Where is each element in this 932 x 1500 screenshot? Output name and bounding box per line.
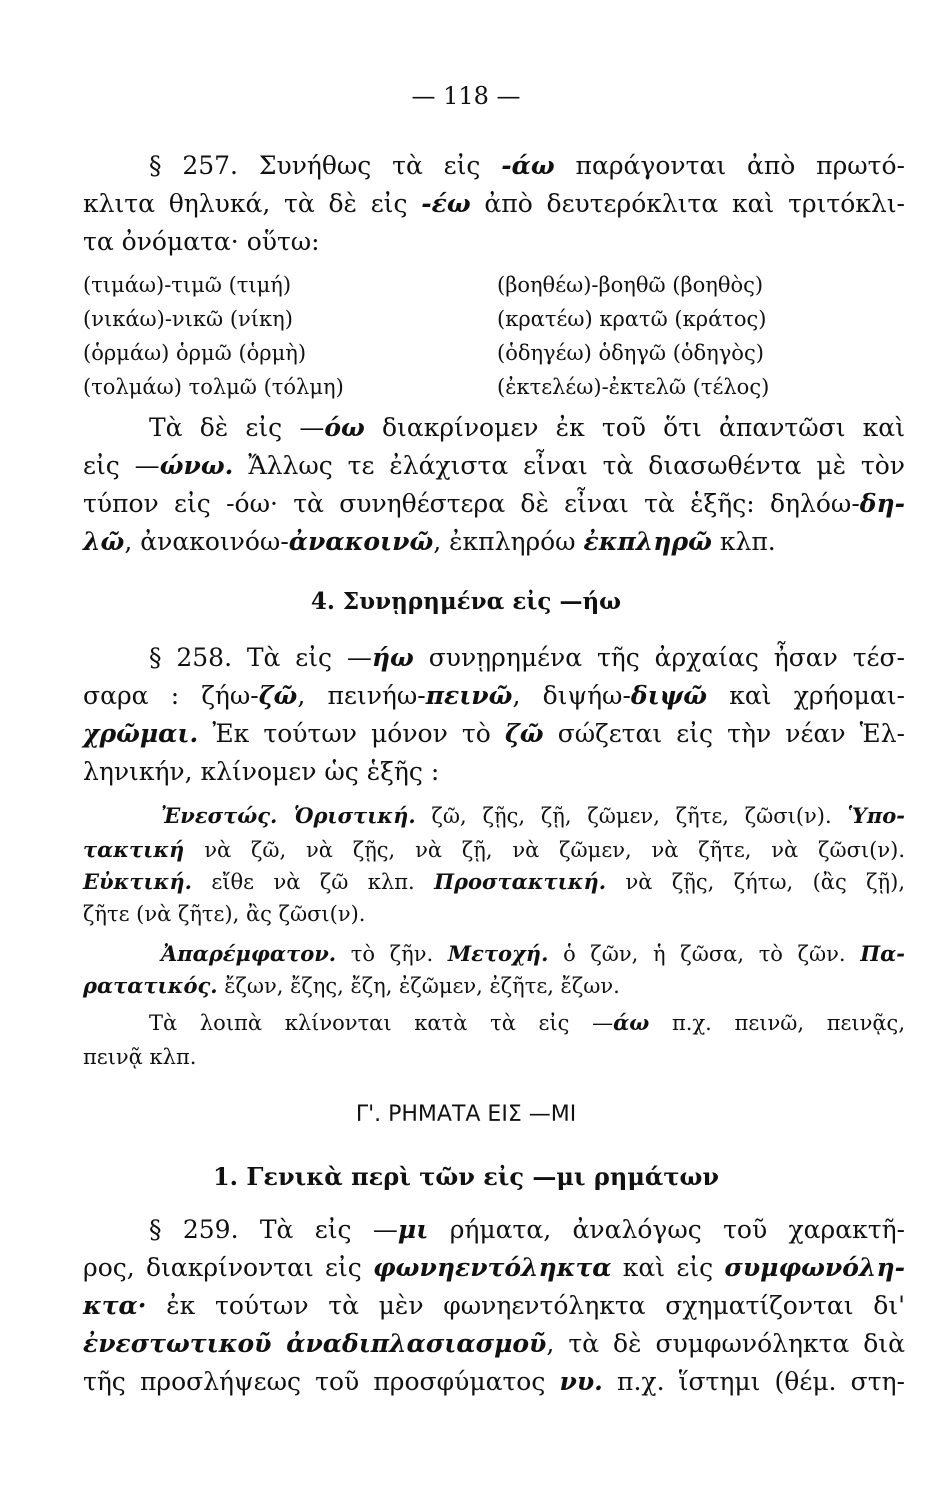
p259-line-3: κτα· ἐκ τούτων τὰ μὲν φωνηεντόληκτα σχηματίζονται δι' — [83, 1291, 905, 1320]
p258-line-4: ληνικήν, κλίνομεν ὡς ἑξῆς : — [83, 757, 440, 786]
example-left-3: (ὁρμάω) ὁρμῶ (ὁρμὴ) — [83, 341, 307, 365]
conj-line-2: τακτική νὰ ζῶ, νὰ ζῇς, νὰ ζῇ, νὰ ζῶμεν, νὰ ζῆτε, νὰ ζῶσι(ν). — [83, 837, 905, 862]
example-left-4: (τολμάω) τολμῶ (τόλμη) — [83, 375, 344, 399]
conj-line-4: ζῆτε (νὰ ζῆτε), ἂς ζῶσι(ν). — [83, 902, 366, 926]
p259-line-5: τῆς προσλήψεως τοῦ προσφύματος νυ. π.χ. ἵστημι (θέμ. στη- — [83, 1367, 905, 1396]
p259-line-2: ρος, διακρίνονται εἰς φωνηεντόληκτα καὶ εἰς συμφωνόλη- — [83, 1253, 905, 1282]
p257-line-3: τα ὀνόματα· οὕτω: — [83, 227, 320, 256]
p258-line-3: χρῶμαι. Ἐκ τούτων μόνον τὸ ζῶ σώζεται εἰς τὴν νέαν Ἑλ- — [83, 719, 905, 748]
rest-line-1: Τὰ λοιπὰ κλίνονται κατὰ τὰ εἰς —άω π.χ. πεινῶ, πεινᾷς, — [149, 1010, 905, 1035]
p259-line-1: § 259. Τὰ εἰς —μι ρήματα, ἀναλόγως τοῦ χαρακτῆ- — [149, 1215, 905, 1244]
section-heading-1: 1. Γενικὰ περὶ τῶν εἰς —μι ρημάτων — [212, 1162, 719, 1191]
p259-line-4: ἐνεστωτικοῦ ἀναδιπλασιασμοῦ, τὰ δὲ συμφωνόληκτα διὰ — [83, 1329, 905, 1358]
p-oo-line-3: τύπον εἰς -όω· τὰ συνηθέστερα δὲ εἶναι τὰ ἑξῆς: δηλόω-δη- — [83, 489, 905, 518]
p257-line-1: § 257. Συνήθως τὰ εἰς -άω παράγονται ἀπὸ πρωτό- — [149, 151, 905, 180]
example-right-3: (ὁδηγέω) ὁδηγῶ (ὁδηγὸς) — [497, 341, 764, 365]
p-oo-line-4: λῶ, ἀνακοινόω-ἀνακοινῶ, ἐκπληρόω ἐκπληρῶ κλπ. — [83, 527, 776, 556]
example-left-2: (νικάω)-νικῶ (νίκη) — [83, 307, 293, 331]
p-oo-line-2: εἰς —ώνω. Ἄλλως τε ἐλάχιστα εἶναι τὰ διασωθέντα μὲ τὸν — [83, 451, 905, 480]
conj-line-3: Εὐκτική. εἴθε νὰ ζῶ κλπ. Προστακτική. νὰ ζῇς, ζήτω, (ἂς ζῇ), — [83, 869, 905, 894]
page-number: — 118 — — [411, 82, 521, 110]
rest-line-2: πεινᾷ κλπ. — [83, 1045, 197, 1069]
conj2-line-2: ρατατικός. ἔζων, ἔζης, ἔζη, ἐζῶμεν, ἐζῆτε, ἔζων. — [83, 973, 620, 998]
p258-line-2: σαρα : ζήω-ζῶ, πεινήω-πεινῶ, διψήω-διψῶ καὶ χρήομαι- — [83, 681, 905, 710]
p257-line-2: κλιτα θηλυκά, τὰ δὲ εἰς -έω ἀπὸ δευτερόκλιτα καὶ τριτόκλι- — [83, 189, 905, 218]
example-left-1: (τιμάω)-τιμῶ (τιμή) — [83, 273, 292, 297]
chapter-title: Γ'. ΡΗΜΑΤΑ ΕΙΣ —ΜΙ — [355, 1102, 577, 1127]
example-right-2: (κρατέω) κρατῶ (κράτος) — [497, 307, 767, 331]
example-right-1: (βοηθέω)-βοηθῶ (βοηθὸς) — [497, 273, 764, 297]
section-heading-4: 4. Συνῃρημένα εἰς —ήω — [310, 588, 622, 615]
conj-line-1: Ἐνεστώς. Ὁριστική. ζῶ, ζῇς, ζῇ, ζῶμεν, ζῆτε, ζῶσι(ν). Ὑπο- — [161, 803, 905, 828]
p-oo-line-1: Τὰ δὲ εἰς —όω διακρίνομεν ἐκ τοῦ ὅτι ἀπαντῶσι καὶ — [149, 413, 905, 442]
example-right-4: (ἐκτελέω)-ἐκτελῶ (τέλος) — [497, 375, 770, 399]
p258-line-1: § 258. Τὰ εἰς —ήω συνῃρημένα τῆς ἀρχαίας ἦσαν τέσ- — [149, 643, 906, 672]
conj2-line-1: Ἀπαρέμφατον. τὸ ζῆν. Μετοχή. ὁ ζῶν, ἡ ζῶσα, τὸ ζῶν. Πα- — [161, 941, 905, 966]
